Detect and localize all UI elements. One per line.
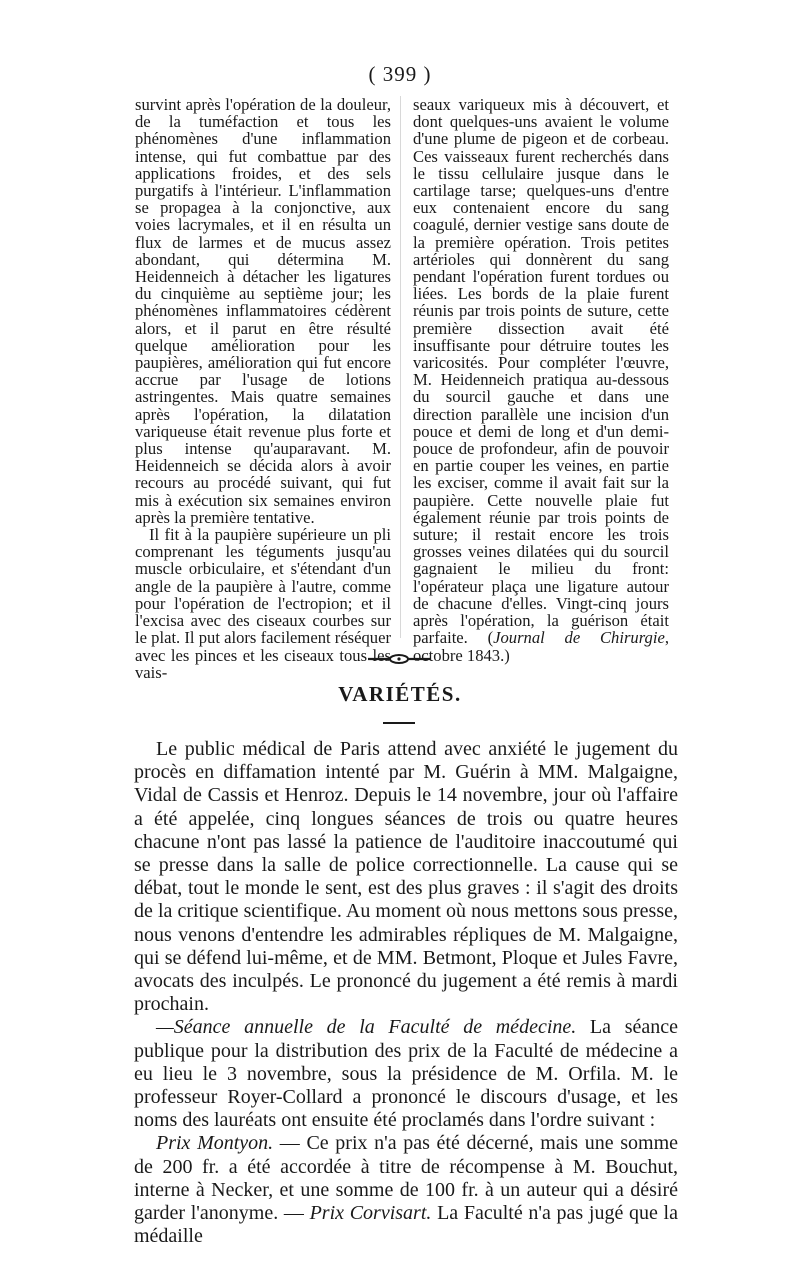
right-column-paragraph <box>413 96 669 664</box>
left-column-paragraph-2: Il fit à la paupière supérieure un pli comprenant les téguments jusqu'au muscle orbiculaire, et s'étendant d'un angle de la paupière à l'autre, comme pour l'opération de l'ectropion; et il l'excisa avec des ciseaux courbes sur le plat. Il put alors facilement réséquer avec les pinces et les ciseaux tous les vais- <box>135 525 391 682</box>
citation-title: Journal de Chirurgie <box>493 628 665 648</box>
paragraph-prizes <box>134 1132 678 1248</box>
page-number: ( 399 ) <box>368 62 432 86</box>
citation-tail: , octobre 1843.) <box>413 628 669 665</box>
paragraph-seance <box>134 1016 678 1132</box>
left-column <box>135 96 391 681</box>
paragraph-trial: Le public médical de Paris attend avec anxiété le jugement du procès en diffamation intenté par M. Guérin à MM. Malgaigne, Vidal de Cassis et Henroz. Depuis le 14 novembre, jour où l'affaire a été appelée, cinq longues séances de trois ou quatre heures chacune n'ont pas lassé la patience de l'auditoire inaccoutumé qui se presse dans la salle de police correctionnelle. La cause qui se débat, tout le monde le sent, est des plus graves : il s'agit des droits de la critique scientifique. Au moment où nous mettons sous presse, nous venons d'entendre les admirables répliques de M. Malgaigne, qui se défend lui-même, et de MM. Betmont, Ploque et Jules Favre, avocats des inculpés. Le prononcé du jugement a été remis à mardi prochain. <box>134 738 678 1016</box>
heading-rule <box>383 722 415 724</box>
right-column-text: seaux variqueux mis à découvert, et dont quelques-uns avaient le volume d'une plume de pigeon et de corbeau. Ces vaisseaux furent recherchés dans le tissu cellulaire jusque dans le cartilage tarse; quelques-uns d'entre eux contenaient encore du sang coagulé, dernier vestige sans doute de la première opération. Trois petites artérioles qui donnèrent du sang pendant l'opération furent tordues ou liées. Les bords de la plaie furent réunis par trois points de suture, cette première dissection avait été insuffisante pour détruire toutes les varicosités. Pour compléter l'œuvre, M. Heidenneich pratiqua au-dessous du sourcil gauche et dans une direction parallèle une incision d'un pouce et demi de long et d'un demi-pouce de profondeur, afin de pouvoir en partie couper les veines, en partie les exciser, comme il avait fait sur la paupière. Cette nouvelle plaie fut également réunie par trois points de suture; il restait encore les trois grosses veines dilatées qui du sourcil gagnaient le milieu du front: l'opérateur plaça une ligature autour de chacune d'elles. Vingt-cinq jours après l'opération, la guérison était parfaite. ( <box>413 95 669 648</box>
seance-text: La séance publique pour la distribution des prix de la Faculté de médecine a eu lieu le 3 novembre, sous la présidence de M. Orfila. M. le professeur Royer-Collard a prononcé le discours d'usage, et les noms des lauréats ont ensuite été proclamés dans l'ordre suivant : <box>134 1016 678 1132</box>
seance-heading: —Séance annuelle de la Faculté de médecine. <box>156 1016 577 1039</box>
left-column-paragraph-1: survint après l'opération de la douleur, de la tuméfaction et tous les phénomènes d'une inflammation intense, qui fut combattue par des applications froides, et des sels purgatifs à l'intérieur. L'inflammation se propagea à la conjonctive, aux voies lacrymales, et il en résulta un flux de larmes et de mucus assez abondant, qui détermina M. Heidenneich à détacher les ligatures du cinquième au septième jour; les phénomènes inflammatoires cédèrent alors, et il parut en être résulté quelque amélioration pour les paupières, amélioration qui fut encore accrue par l'usage de lotions astringentes. Mais quatre semaines après l'opération, la dilatation variqueuse était revenue plus forte et plus intense qu'auparavant. M. Heidenneich se décida alors à avoir recours au procédé suivant, qui fut mis à exécution six semaines environ après la première tentative. <box>135 95 391 527</box>
prize-corvisart-text: La Faculté n'a pas jugé que la médaille <box>134 1202 678 1248</box>
prize-corvisart-title: Prix Corvisart. <box>309 1202 432 1225</box>
fleuron-ornament-icon <box>368 654 430 664</box>
column-divider <box>400 96 401 638</box>
prize-montyon-text: — Ce prix n'a pas été décerné, mais une somme de 200 fr. a été accordée à titre de récompense à M. Bouchut, interne à Necker, et une somme de 100 fr. à un auteur qui a désiré garder l'anonyme. — <box>134 1132 678 1225</box>
section-heading: VARIÉTÉS. <box>338 682 462 706</box>
right-column <box>413 96 669 664</box>
main-text <box>134 738 678 1248</box>
prize-montyon-title: Prix Montyon. <box>156 1132 274 1155</box>
